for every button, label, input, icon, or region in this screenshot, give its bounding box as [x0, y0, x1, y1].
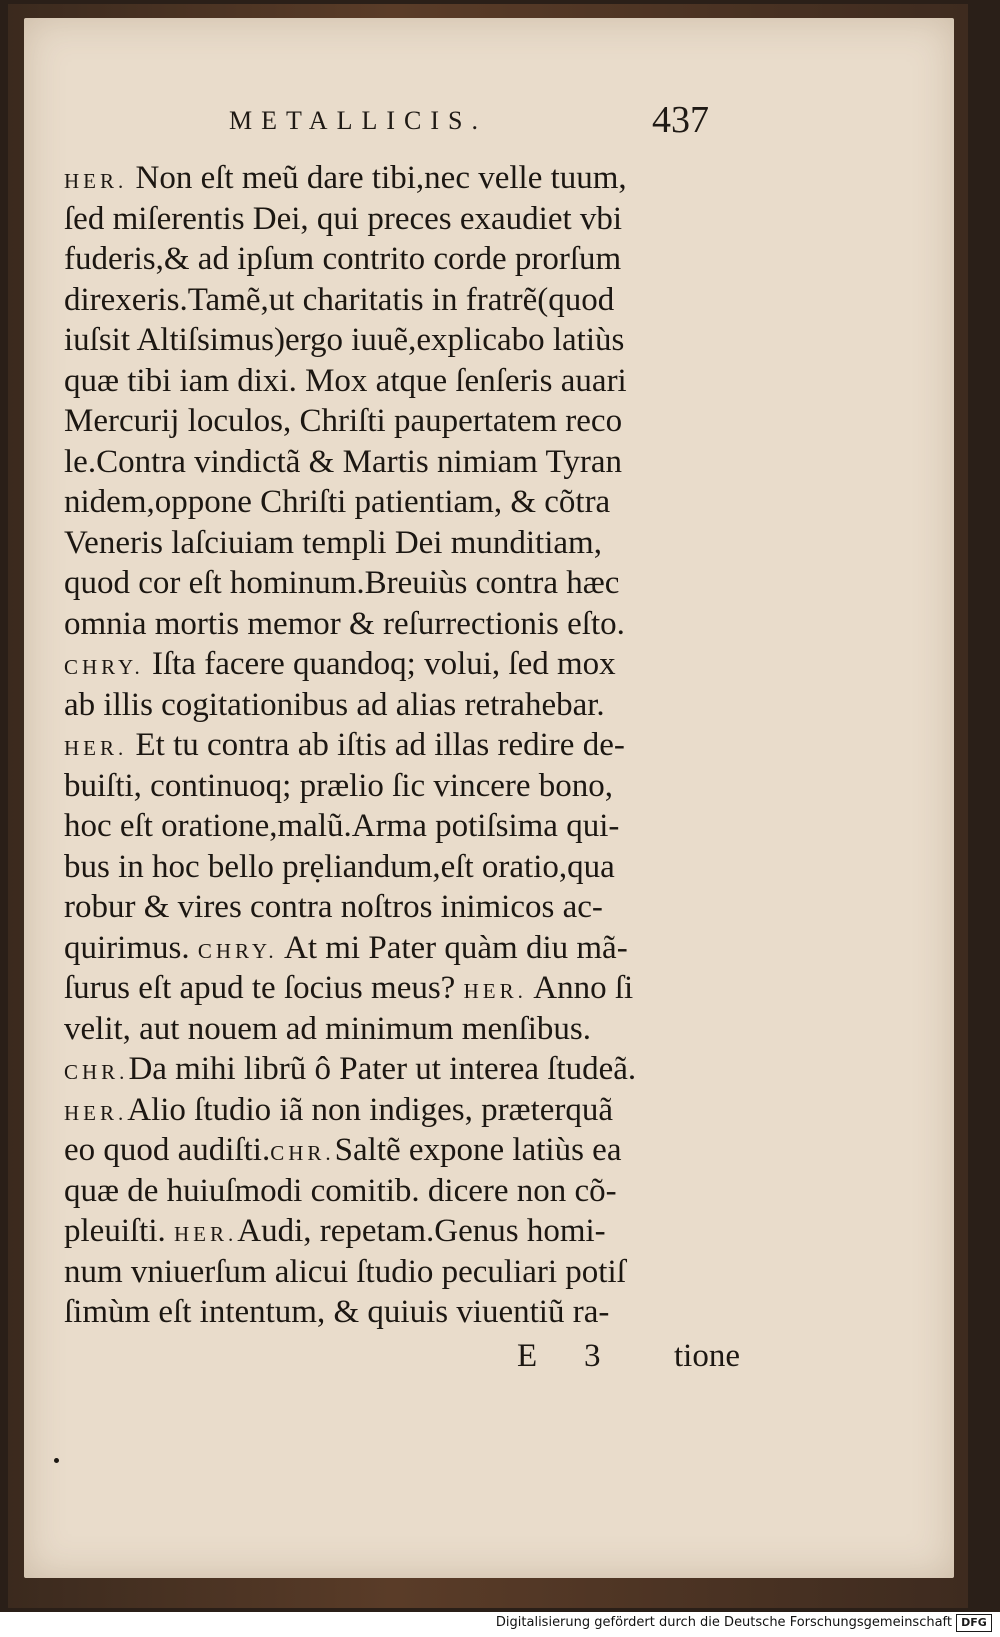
line-text: quod cor eſt hominum.Breuiùs contra hæc [64, 565, 620, 601]
text-line [64, 482, 764, 523]
text-line [64, 1090, 764, 1131]
speaker-label: HER. [64, 1100, 128, 1125]
line-text: ſimùm eſt intentum, & quiuis viuentiũ ra- [64, 1294, 610, 1330]
text-line [64, 1009, 764, 1050]
line-text: Iſta facere quandoq; volui, ſed mox [143, 646, 616, 682]
speaker-label: HER. [64, 736, 128, 760]
text-line [64, 766, 764, 807]
line-text: buiſti, continuoq; prælio ſic vincere bono, [64, 767, 613, 804]
line-text: velit, aut nouem ad minimum menſibus. [64, 1010, 592, 1047]
text-line [64, 887, 764, 928]
line-text: quæ de huiuſmodi comitib. dicere non cõ- [64, 1172, 617, 1209]
line-text: pleuiſti. [64, 1213, 174, 1249]
line-text: At mi Pater quàm diu mã- [277, 929, 628, 966]
line-text: Da mihi librũ ô Pater ut interea ſtudeã. [128, 1051, 637, 1087]
running-title: METALLICIS. [229, 106, 487, 135]
signature-letter: E [517, 1338, 538, 1374]
line-text: bus in hoc bello prẹliandum,eſt oratio,qua [64, 848, 615, 885]
text-line [64, 847, 764, 888]
speaker-label: HER. [64, 169, 128, 193]
line-text: Mercurij loculos, Chriſti paupertatem reco [64, 403, 623, 439]
text-line [64, 1292, 764, 1333]
text-line [64, 1130, 764, 1171]
speaker-label: CHR. [270, 1141, 335, 1165]
text-line [64, 523, 764, 564]
signature-number: 3 [584, 1338, 601, 1374]
funding-credit: Digitalisierung gefördert durch die Deutsche Forschungsgemeinschaft [495, 1615, 952, 1630]
catchword: tione [674, 1338, 740, 1374]
text-line [64, 280, 764, 321]
page-header [24, 99, 954, 146]
text-line [64, 644, 764, 685]
line-text: quirimus. [64, 929, 198, 966]
text-line [64, 320, 764, 361]
speaker-label: HER. [174, 1222, 238, 1246]
text-line [64, 685, 764, 726]
body-text [64, 158, 764, 1333]
text-line [64, 806, 764, 847]
text-line [64, 968, 764, 1009]
ink-mark [54, 1458, 59, 1463]
line-text: Saltẽ expone latiùs ea [334, 1132, 622, 1168]
text-line [64, 563, 764, 604]
line-text: nidem,oppone Chriſti patientiam, & cõtra [64, 484, 611, 520]
line-text: le.Contra vindictã & Martis nimiam Tyran [64, 443, 622, 480]
line-text: fuderis,& ad ipſum contrito corde prorſum [64, 241, 622, 277]
line-text: Audi, repetam.Genus homi- [237, 1213, 606, 1249]
speaker-label: CHRY. [197, 938, 278, 963]
line-text: omnia mortis memor & reſurrectionis eſto. [64, 605, 625, 642]
line-text: hoc eſt oratione,malũ.Arma potiſsima qui- [64, 808, 620, 844]
dfg-logo: DFG [956, 1614, 992, 1632]
text-line [64, 158, 764, 199]
text-line [64, 1171, 764, 1212]
line-text: Veneris laſciuiam templi Dei munditiam, [64, 524, 602, 561]
line-text: Non eſt meũ dare tibi,nec velle tuum, [127, 160, 627, 196]
speaker-label: CHR. [64, 1060, 129, 1084]
text-line [64, 199, 764, 240]
line-text: ſurus eſt apud te ſocius meus? [64, 970, 464, 1006]
line-text: num vniuerſum alicui ſtudio peculiari potiſ [64, 1253, 626, 1290]
line-text: ab illis cogitationibus ad alias retrahebar. [64, 686, 605, 723]
text-line [64, 725, 764, 766]
text-line [64, 928, 764, 969]
line-text: iuſsit Altiſsimus)ergo iuuẽ,explicabo latiùs [64, 322, 625, 358]
line-text: direxeris.Tamẽ,ut charitatis in fratrẽ(quod [64, 281, 615, 318]
book-page [24, 18, 954, 1578]
line-text: Alio ſtudio iã non indiges, præterquã [127, 1091, 614, 1128]
text-line [64, 361, 764, 402]
text-line [64, 401, 764, 442]
line-text: Anno ſi [526, 970, 634, 1006]
text-line [64, 1252, 764, 1293]
line-text: quæ tibi iam dixi. Mox atque ſenſeris auari [64, 362, 627, 399]
signature-line [24, 1338, 740, 1383]
text-line [64, 442, 764, 483]
speaker-label: HER. [463, 979, 527, 1003]
line-text: Et tu contra ab iſtis ad illas redire de- [127, 727, 625, 763]
line-text: robur & vires contra noſtros inimicos ac- [64, 889, 603, 925]
line-text: ſed miſerentis Dei, qui preces exaudiet vbi [64, 200, 623, 237]
text-line [64, 239, 764, 280]
line-text: eo quod audiſti. [64, 1132, 271, 1168]
text-line [64, 604, 764, 645]
digitization-footer [0, 1612, 1000, 1637]
text-line [64, 1049, 764, 1090]
text-line [64, 1211, 764, 1252]
speaker-label: CHRY. [64, 655, 144, 679]
page-number: 437 [652, 99, 709, 141]
